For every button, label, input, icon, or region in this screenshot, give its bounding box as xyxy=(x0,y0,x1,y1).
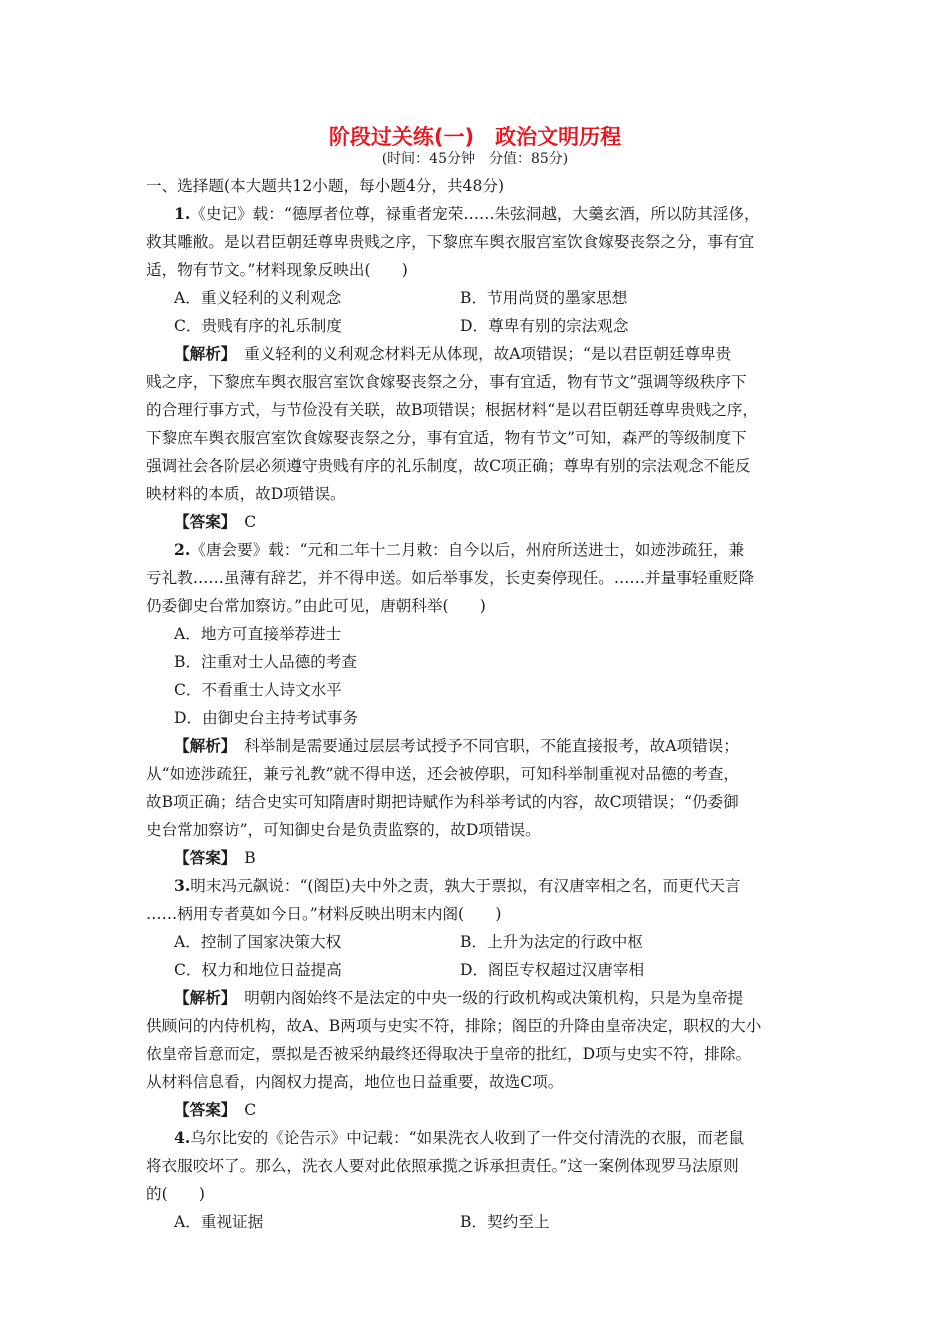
question-3-option-d: D．阁臣专权超过汉唐宰相 xyxy=(460,961,645,979)
question-3-analysis-line: 供顾问的内侍机构，故A、B两项与史实不符，排除；阁臣的升降由皇帝决定，职权的大小 xyxy=(146,1017,762,1035)
question-4-stem-line: 将衣服咬坏了。那么，洗衣人要对此依照承揽之诉承担责任。”这一案例体现罗马法原则 xyxy=(146,1157,739,1175)
question-number: 1. xyxy=(174,204,191,223)
question-1-analysis-line: 映材料的本质，故D项错误。 xyxy=(146,485,346,503)
question-2-analysis-line: 故B项正确；结合史实可知隋唐时期把诗赋作为科举考试的内容，故C项错误；“仍委御 xyxy=(146,793,739,811)
analysis-text: 明朝内阁始终不是法定的中央一级的行政机构或决策机构，只是为皇帝提 xyxy=(244,989,744,1007)
answer-label: 【答案】 xyxy=(174,848,229,867)
analysis-text: 重义轻利的义利观念材料无从体现，故A项错误；“是以君臣朝廷尊卑贵 xyxy=(244,345,732,363)
question-2-answer xyxy=(174,848,256,868)
question-2-option-b: B．注重对士人品德的考查 xyxy=(174,653,357,671)
question-number: 4. xyxy=(174,1128,191,1147)
question-4-option-a: A．重视证据 xyxy=(174,1213,264,1231)
question-2-stem-line: 亏礼教……虽薄有辞艺，并不得申送。如后举事发，长吏奏停现任。……并量事轻重贬降 xyxy=(146,569,755,587)
answer-value: C xyxy=(244,513,257,531)
analysis-label: 【解析】 xyxy=(174,344,229,363)
question-1-stem-line: 适，物有节文。”材料现象反映出( ) xyxy=(146,261,408,279)
question-3-option-a: A．控制了国家决策大权 xyxy=(174,933,342,951)
question-2-stem-line xyxy=(174,540,744,560)
section-heading: 一、选择题(本大题共12小题，每小题4分，共48分) xyxy=(146,177,505,195)
question-4-stem-line xyxy=(174,1128,744,1148)
analysis-label: 【解析】 xyxy=(174,988,229,1007)
question-number: 2. xyxy=(174,540,191,559)
question-3-stem-line: ……柄用专者莫如今日。”材料反映出明末内阁( ) xyxy=(146,905,502,923)
question-1-analysis-line: 贱之序，下黎庶车舆衣服宫室饮食嫁娶丧祭之分，事有宜适，物有节文”强调等级秩序下 xyxy=(146,373,747,391)
question-3-answer xyxy=(174,1100,256,1120)
question-1-stem-line: 救其雕敝。是以君臣朝廷尊卑贵贱之序，下黎庶车舆衣服宫室饮食嫁娶丧祭之分，事有宜 xyxy=(146,233,755,251)
question-1-option-c: C．贵贱有序的礼乐制度 xyxy=(174,317,342,335)
question-1-analysis-line: 的合理行事方式，与节俭没有关联，故B项错误；根据材料“是以君臣朝廷尊卑贵贱之序， xyxy=(146,401,758,419)
question-2-option-a: A．地方可直接举荐进士 xyxy=(174,625,342,643)
question-3-analysis-line: 从材料信息看，内阁权力提高，地位也日益重要，故选C项。 xyxy=(146,1073,564,1091)
question-2-option-d: D．由御史台主持考试事务 xyxy=(174,709,359,727)
question-3-option-c: C．权力和地位日益提高 xyxy=(174,961,342,979)
stem-text: 《唐会要》载：“元和二年十二月敕：自今以后，州府所送进士，如迹涉疏狂，兼 xyxy=(190,541,745,559)
question-3-stem-line xyxy=(174,876,741,896)
question-1-answer xyxy=(174,512,256,532)
question-1-option-d: D．尊卑有别的宗法观念 xyxy=(460,317,629,335)
question-1-analysis-line: 下黎庶车舆衣服宫室饮食嫁娶丧祭之分，事有宜适，物有节文”可知，森严的等级制度下 xyxy=(146,429,747,447)
question-1-option-b: B．节用尚贤的墨家思想 xyxy=(460,289,628,307)
answer-label: 【答案】 xyxy=(174,1100,229,1119)
answer-value: B xyxy=(244,849,256,867)
question-4-option-b: B．契约至上 xyxy=(460,1213,550,1231)
question-1-analysis-line: 强调社会各阶层必须遵守贵贱有序的礼乐制度，故C项正确；尊卑有别的宗法观念不能反 xyxy=(146,457,751,475)
analysis-label: 【解析】 xyxy=(174,736,229,755)
question-2-analysis-line: 从“如迹涉疏狂，兼亏礼教”就不得申送，还会被停职，可知科举制重视对品德的考查， xyxy=(146,765,739,783)
question-2-analysis-line: 史台常加察访”，可知御史台是负责监察的，故D项错误。 xyxy=(146,821,541,839)
question-3-analysis-line: 依皇帝旨意而定，票拟是否被采纳最终还得取决于皇帝的批红，D项与史实不符，排除。 xyxy=(146,1045,752,1063)
question-4-stem-line: 的( ) xyxy=(146,1185,205,1203)
question-3-analysis-line xyxy=(174,988,743,1008)
answer-label: 【答案】 xyxy=(174,512,229,531)
question-1-analysis-line xyxy=(174,344,731,364)
stem-text: 明末冯元飙说：“(阁臣)夫中外之责，孰大于票拟，有汉唐宰相之名，而更代天言 xyxy=(190,877,741,895)
question-2-stem-line: 仍委御史台常加察访。”由此可见，唐朝科举( ) xyxy=(146,597,486,615)
question-number: 3. xyxy=(174,876,191,895)
stem-text: 乌尔比安的《论告示》中记载：“如果洗衣人收到了一件交付清洗的衣服，而老鼠 xyxy=(190,1129,745,1147)
question-3-option-b: B．上升为法定的行政中枢 xyxy=(460,933,643,951)
page-title: 阶段过关练(一) 政治文明历程 xyxy=(328,125,622,149)
analysis-text: 科举制是需要通过层层考试授予不同官职，不能直接报考，故A项错误； xyxy=(244,737,739,755)
question-2-analysis-line xyxy=(174,736,739,756)
question-1-stem-line xyxy=(174,204,760,224)
answer-value: C xyxy=(244,1101,257,1119)
stem-text: 《史记》载：“德厚者位尊，禄重者宠荣……朱弦洞越，大羹玄酒，所以防其淫侈， xyxy=(190,205,760,223)
exam-info: (时间：45分钟 分值：85分) xyxy=(381,151,569,167)
question-1-option-a: A．重义轻利的义利观念 xyxy=(174,289,342,307)
question-2-option-c: C．不看重士人诗文水平 xyxy=(174,681,342,699)
